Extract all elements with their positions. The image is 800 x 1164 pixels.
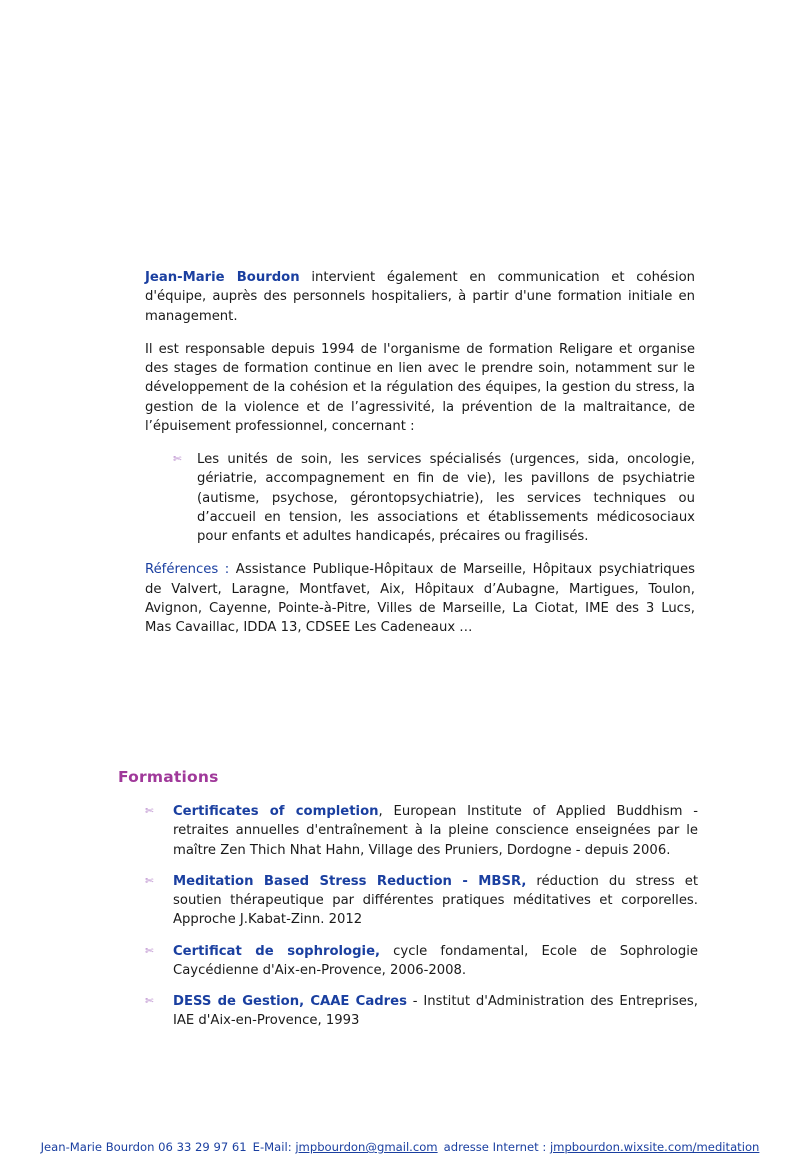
footer-email-link[interactable]: jmpbourdon@gmail.com	[295, 1140, 438, 1154]
references-label: Références :	[145, 562, 230, 578]
list-item	[145, 942, 698, 981]
document-body	[145, 268, 695, 652]
bullet-list-services	[145, 450, 695, 546]
page-title: Formations	[118, 768, 219, 786]
list-item	[145, 992, 698, 1031]
list-item	[145, 450, 695, 546]
formation-text: - Institut d'Administration des Entreprises, IAE d'Aix-en-Provence, 1993	[173, 994, 698, 1029]
formations-list	[145, 802, 698, 1031]
paragraph-responsabilite: Il est responsable depuis 1994 de l'organisme de formation Religare et organise des stages de formation continue en lien avec le prendre soin, notamment sur le développement de la cohésion et la régulation des équipes, la gestion du stress, la gestion de la violence et de l’agressivité, la prévention de la maltraitance, de l’épuisement professionnel, concernant :	[145, 341, 695, 434]
formation-text: , European Institute of Applied Buddhism - retraites annuelles d'entraînement à la pleine conscience enseignées par le maître Zen Thich Nhat Hahn, Village des Pruniers, Dordogne - depuis 2006.	[173, 804, 698, 858]
intro-text: intervient également en communication et cohésion d'équipe, auprès des personnels hospitaliers, à partir d'une formation initiale en management.	[145, 270, 696, 324]
footer-web-label: adresse Internet :	[443, 1140, 547, 1154]
formation-title: Certificat de sophrologie,	[173, 943, 381, 959]
bullet-icon: ✄	[145, 945, 154, 957]
bullet-icon: ✄	[145, 875, 154, 887]
formation-title: DESS de Gestion, CAAE Cadres	[173, 994, 407, 1010]
formation-text: réduction du stress et soutien thérapeutique par différentes pratiques méditatives et corporelles. Approche J.Kabat-Zinn. 2012	[173, 873, 699, 928]
person-name: Jean-Marie Bourdon	[145, 270, 300, 285]
intro-paragraph	[145, 268, 695, 326]
footer-website-link[interactable]: jmpbourdon.wixsite.com/meditation	[549, 1140, 760, 1154]
formation-text: cycle fondamental, Ecole de Sophrologie Caycédienne d'Aix-en-Provence, 2006-2008.	[173, 943, 698, 978]
footer-name-phone: Jean-Marie Bourdon 06 33 29 97 61	[40, 1140, 247, 1154]
bullet-icon: ✄	[145, 806, 154, 817]
formation-title: Certificates of completion	[173, 804, 379, 819]
section-formations	[118, 768, 698, 1031]
list-item	[145, 802, 698, 860]
list-item	[145, 872, 698, 930]
formation-title: Meditation Based Stress Reduction - MBSR,	[173, 873, 527, 889]
references-paragraph	[145, 560, 695, 637]
list-item-text: Les unités de soin, les services spécialisés (urgences, sida, oncologie, gériatrie, accompagnement en fin de vie), les pavillons de psychiatrie (autisme, psychose, gérontopsychiatrie), les services techniques ou d’accueil en tension, les associations et établissements médicosociaux pour enfants et adultes handicapés, précaires ou fragilisés.	[197, 452, 695, 545]
bullet-icon: ✄	[145, 996, 154, 1008]
references-text: Assistance Publique-Hôpitaux de Marseille, Hôpitaux psychiatriques de Valvert, Laragne, Montfavet, Aix, Hôpitaux d’Aubagne, Martigues, Toulon, Avignon, Cayenne, Pointe-à-Pitre, Villes de Marseille, La Ciotat, IME des 3 Lucs, Mas Cavaillac, IDDA 13, CDSEE Les Cadeneaux …	[145, 562, 695, 636]
footer-email-label: E-Mail:	[252, 1140, 292, 1154]
page-footer	[0, 1140, 800, 1154]
bullet-icon: ✄	[173, 454, 182, 466]
